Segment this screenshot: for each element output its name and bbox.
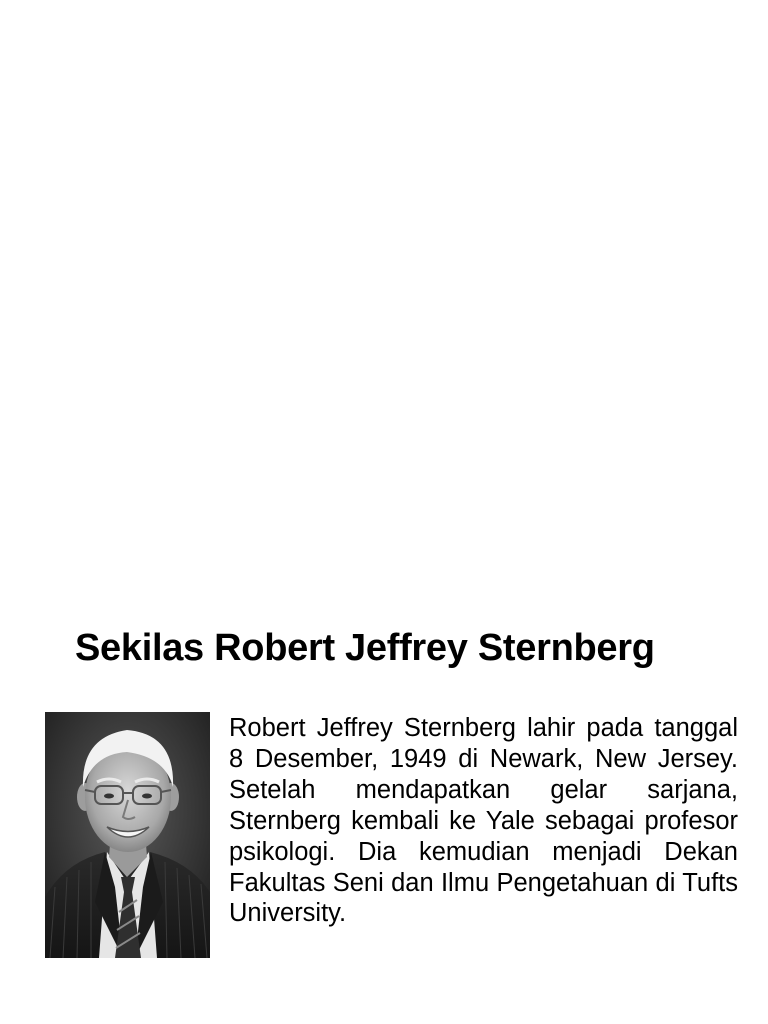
biography-text: Robert Jeffrey Sternberg lahir pada tanggal 8 Desember, 1949 di Newark, New Jersey. Setelah mendapatkan gelar sarjana, Sternberg kembali ke Yale sebagai profesor psikologi. Dia kemudian menjadi Dekan Fakultas Seni dan Ilmu Pengetahuan di Tufts University. [229,714,738,928]
portrait-photo [45,712,210,958]
slide-title: Sekilas Robert Jeffrey Sternberg [75,627,655,669]
portrait-illustration [45,712,210,958]
